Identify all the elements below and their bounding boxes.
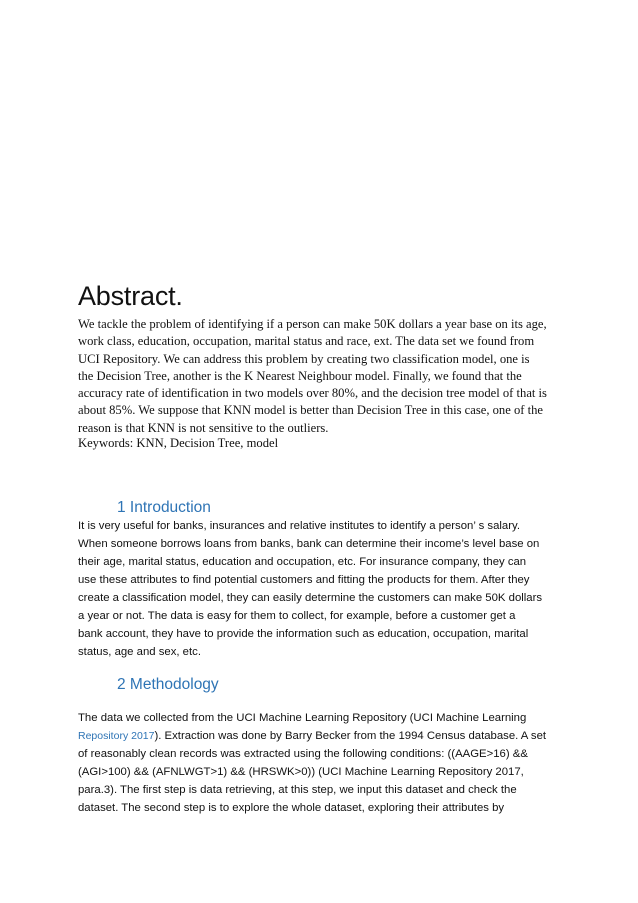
introduction-line: create a classification model, they can easily determine the customers can make 50K dollars xyxy=(78,592,543,604)
methodology-text: ). Extraction was done by Barry Becker from the 1994 Census database. A set xyxy=(154,730,547,742)
abstract-line: accuracy rate of identification in two models over 80%, and the decision tree model of that is xyxy=(78,386,547,401)
introduction-line: bank account, they have to provide the information such as education, occupation, marital xyxy=(78,628,529,640)
methodology-heading: 2 Methodology xyxy=(117,676,219,693)
abstract-line: reason is that KNN is not sensitive to the outliers. xyxy=(78,420,329,435)
abstract-line: the Decision Tree, another is the K Nearest Neighbour model. Finally, we found that the xyxy=(78,368,522,383)
abstract-line: about 85%. We suppose that KNN model is better than Decision Tree in this case, one of the xyxy=(78,403,543,418)
methodology-line xyxy=(78,727,566,745)
methodology-line: para.3). The first step is data retrieving, at this step, we input this dataset and check the xyxy=(78,784,517,796)
introduction-heading: 1 Introduction xyxy=(117,499,211,516)
abstract-line: work class, education, occupation, marital status and race, ext. The data set we found from xyxy=(78,334,535,349)
methodology-line: (AGI>100) && (AFNLWGT>1) && (HRSWK>0)) (UCI Machine Learning Repository 2017, xyxy=(78,766,524,778)
methodology-line: dataset. The second step is to explore the whole dataset, exploring their attributes by xyxy=(78,802,505,814)
introduction-line: a year or not. The data is easy for them to collect, for example, before a customer get a xyxy=(78,610,516,622)
keywords: Keywords: KNN, Decision Tree, model xyxy=(78,436,279,450)
abstract-line: UCI Repository. We can address this problem by creating two classification model, one is xyxy=(78,351,530,366)
introduction-line: It is very useful for banks, insurances and relative institutes to identify a person’ s salary. xyxy=(78,520,520,532)
abstract-line: We tackle the problem of identifying if a person can make 50K dollars a year base on its age, xyxy=(78,317,547,331)
methodology-body xyxy=(78,709,566,817)
methodology-line: of reasonably clean records was extracted using the following conditions: ((AAGE>16) && xyxy=(78,748,528,760)
introduction-line: When someone borrows loans from banks, bank can determine their income’s level base on xyxy=(78,538,540,550)
abstract-title: Abstract. xyxy=(78,281,183,311)
methodology-line: The data we collected from the UCI Machine Learning Repository (UCI Machine Learning xyxy=(78,712,527,724)
introduction-body xyxy=(78,517,566,661)
introduction-line: status, age and sex, etc. xyxy=(78,646,201,658)
citation-link[interactable]: Repository 2017 xyxy=(78,730,155,742)
abstract-body xyxy=(78,316,566,437)
introduction-line: use these attributes to find potential customers and fitting the products for them. After they xyxy=(78,574,530,586)
introduction-line: their age, marital status, education and occupation, etc. For insurance company, they can xyxy=(78,556,527,568)
